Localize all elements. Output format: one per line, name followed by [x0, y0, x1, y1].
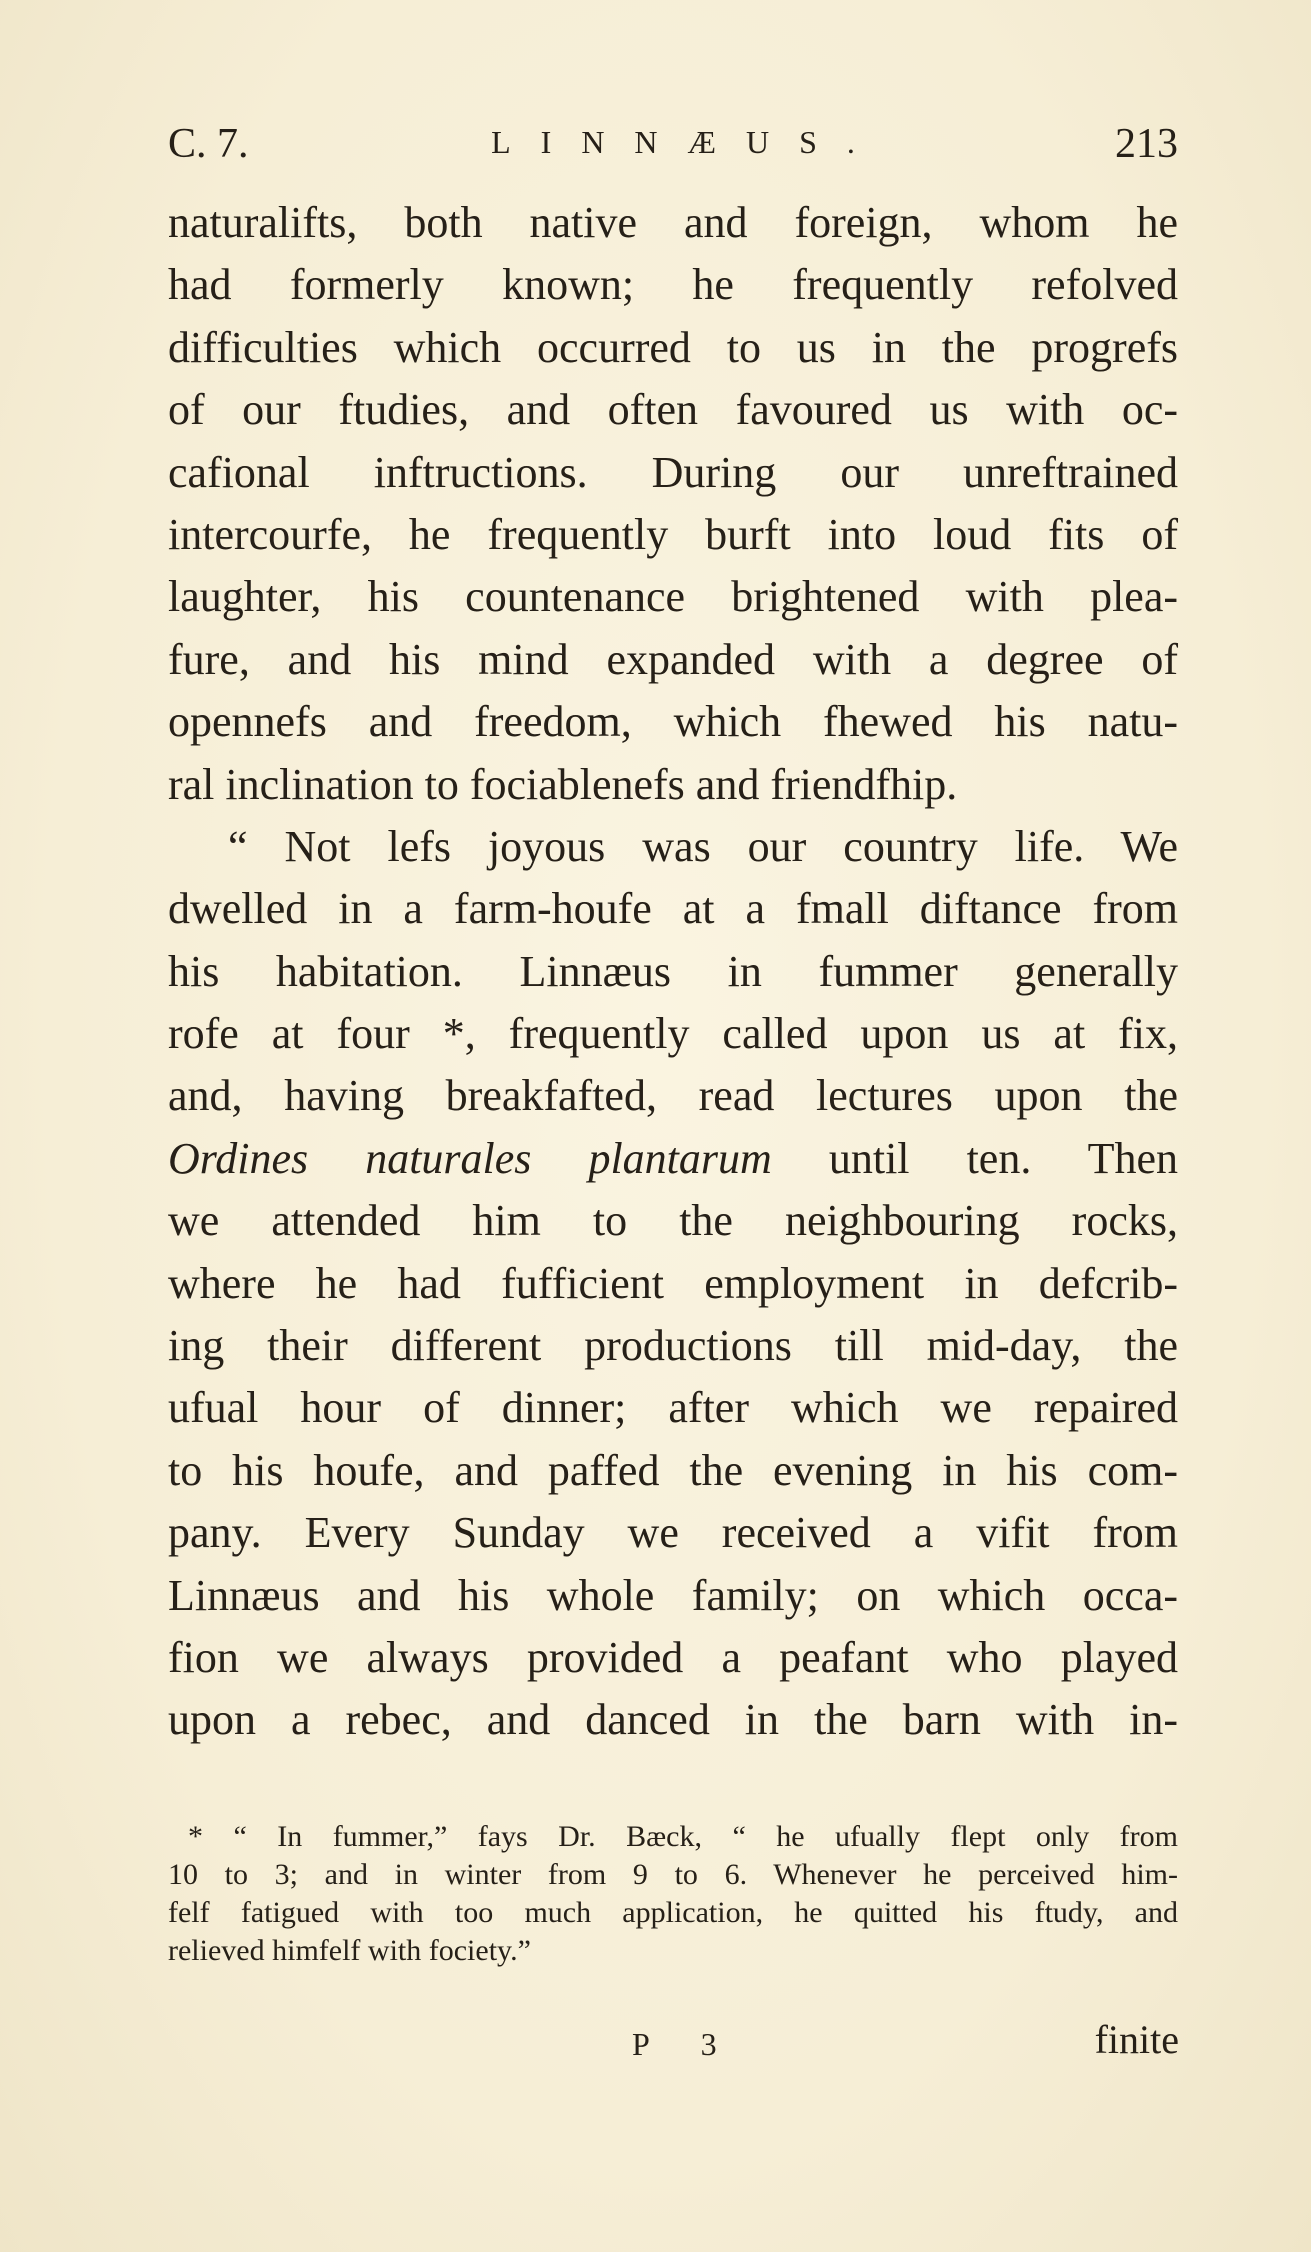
page-number: 213 — [1115, 121, 1178, 167]
footnote — [168, 1818, 1178, 1970]
text-line: ing their different productions till mid-day, the — [168, 1321, 1178, 1371]
text-line: of our ftudies, and often favoured us with oc- — [168, 385, 1178, 435]
italic-title: Ordines naturales plantarum — [168, 1133, 772, 1183]
footnote-line: 10 to 3; and in winter from 9 to 6. Whenever he perceived him- — [168, 1858, 1178, 1891]
catchword: finite — [1094, 2017, 1179, 2062]
chapter-label: C. 7. — [168, 121, 249, 167]
body-text — [168, 192, 1178, 1752]
text-line: and, having breakfafted, read lectures upon the — [168, 1071, 1178, 1121]
text-line: upon a rebec, and danced in the barn with in- — [168, 1695, 1178, 1745]
text-line: difficulties which occurred to us in the progrefs — [168, 322, 1178, 372]
text-line-rest: until ten. Then — [771, 1133, 1178, 1183]
text-line: ral inclination to fociablenefs and friendfhip. — [168, 759, 958, 809]
text-line: rofe at four *, frequently called upon us at fix, — [168, 1009, 1178, 1059]
text-line: we attended him to the neighbouring rocks, — [168, 1196, 1178, 1246]
footnote-line: relieved himfelf with fociety.” — [168, 1934, 531, 1967]
text-line: had formerly known; he frequently refolved — [168, 260, 1178, 310]
text-line: dwelled in a farm-houfe at a fmall diftance from — [168, 884, 1178, 934]
text-line-with-italic — [168, 1128, 1178, 1190]
footnote-line: felf fatigued with too much application, he quitted his ftudy, and — [168, 1896, 1178, 1929]
text-line: naturalifts, both native and foreign, whom he — [168, 198, 1178, 247]
text-line: intercourfe, he frequently burft into loud fits of — [168, 509, 1178, 559]
text-line: fure, and his mind expanded with a degree of — [168, 634, 1178, 684]
running-head — [168, 120, 1178, 180]
text-line: pany. Every Sunday we received a vifit from — [168, 1508, 1178, 1558]
text-line: opennefs and freedom, which fhewed his natu- — [168, 697, 1178, 747]
text-line: his habitation. Linnæus in fummer generally — [168, 946, 1178, 996]
text-line: where he had fufficient employment in defcrib- — [168, 1258, 1178, 1308]
text-line: cafional inftructions. During our unreftrained — [168, 447, 1178, 497]
text-line: fion we always provided a peafant who played — [168, 1632, 1178, 1682]
text-line: to his houfe, and paffed the evening in his com- — [168, 1445, 1178, 1495]
signature-mark: P 3 — [632, 2026, 739, 2062]
text-line: Linnæus and his whole family; on which occa- — [168, 1570, 1178, 1620]
text-line: “ Not lefs joyous was our country life. We — [228, 821, 1178, 871]
text-line: ufual hour of dinner; after which we repaired — [168, 1383, 1178, 1433]
footnote-line: * “ In fummer,” fays Dr. Bæck, “ he ufually flept only from — [188, 1820, 1178, 1853]
running-title: LINNÆUS. — [491, 124, 885, 160]
text-line: laughter, his countenance brightened with plea- — [168, 572, 1178, 622]
